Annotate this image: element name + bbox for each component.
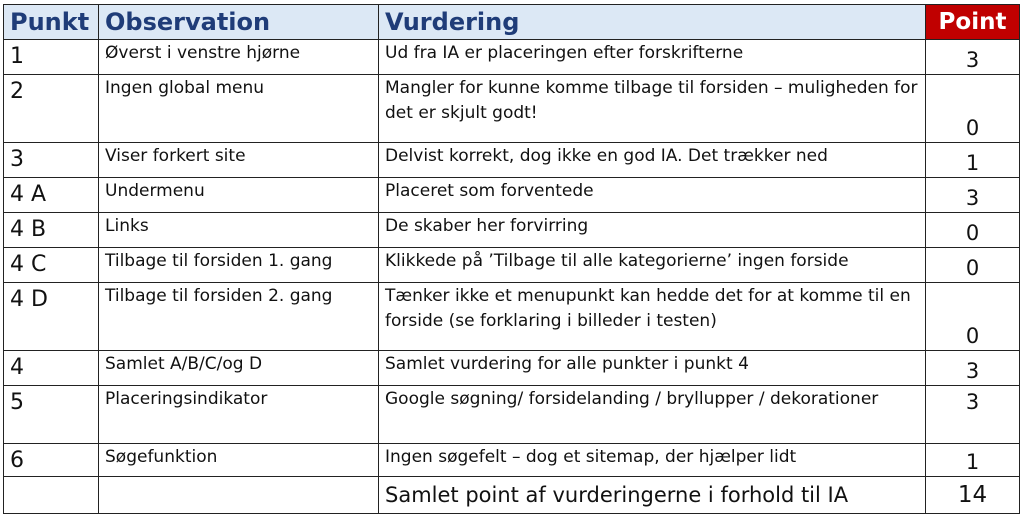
header-observation: Observation (99, 5, 379, 40)
cell-point: 3 (926, 386, 1020, 444)
cell-vurdering: Ud fra IA er placeringen efter forskrifterne (379, 40, 926, 75)
total-row (4, 477, 1020, 514)
header-row (4, 5, 1020, 40)
cell-point: 1 (926, 444, 1020, 477)
table-row (4, 248, 1020, 283)
cell-observation: Ingen global menu (99, 75, 379, 143)
cell-observation-empty (99, 477, 379, 514)
cell-punkt: 4 A (4, 178, 99, 213)
cell-vurdering: Placeret som forventede (379, 178, 926, 213)
header-punkt: Punkt (4, 5, 99, 40)
cell-point: 1 (926, 143, 1020, 178)
cell-vurdering: Google søgning/ forsidelanding / bryllupper / dekorationer (379, 386, 926, 444)
cell-point: 0 (926, 283, 1020, 351)
header-vurdering: Vurdering (379, 5, 926, 40)
cell-vurdering: Delvist korrekt, dog ikke en god IA. Det trækker ned (379, 143, 926, 178)
cell-punkt: 6 (4, 444, 99, 477)
header-point: Point (926, 5, 1020, 40)
cell-observation: Tilbage til forsiden 1. gang (99, 248, 379, 283)
cell-point: 0 (926, 75, 1020, 143)
table-row (4, 178, 1020, 213)
cell-observation: Undermenu (99, 178, 379, 213)
total-label: Samlet point af vurderingerne i forhold til IA (379, 477, 926, 514)
cell-observation: Øverst i venstre hjørne (99, 40, 379, 75)
cell-observation: Søgefunktion (99, 444, 379, 477)
cell-punkt-empty (4, 477, 99, 514)
cell-observation: Placeringsindikator (99, 386, 379, 444)
cell-punkt: 4 C (4, 248, 99, 283)
cell-punkt: 4 (4, 351, 99, 386)
cell-observation: Links (99, 213, 379, 248)
table-row (4, 40, 1020, 75)
cell-vurdering: Klikkede på ’Tilbage til alle kategorierne’ ingen forside (379, 248, 926, 283)
cell-point: 3 (926, 351, 1020, 386)
cell-punkt: 1 (4, 40, 99, 75)
table-row (4, 283, 1020, 351)
cell-point: 3 (926, 178, 1020, 213)
table-row (4, 75, 1020, 143)
cell-punkt: 5 (4, 386, 99, 444)
cell-observation: Samlet A/B/C/og D (99, 351, 379, 386)
table-row (4, 213, 1020, 248)
cell-observation: Viser forkert site (99, 143, 379, 178)
cell-vurdering: De skaber her forvirring (379, 213, 926, 248)
cell-vurdering: Ingen søgefelt – dog et sitemap, der hjælper lidt (379, 444, 926, 477)
table-row (4, 143, 1020, 178)
table-row (4, 444, 1020, 477)
cell-punkt: 3 (4, 143, 99, 178)
cell-vurdering: Mangler for kunne komme tilbage til forsiden – muligheden for det er skjult godt! (379, 75, 926, 143)
cell-point: 0 (926, 248, 1020, 283)
cell-vurdering: Tænker ikke et menupunkt kan hedde det for at komme til en forside (se forklaring i billeder i testen) (379, 283, 926, 351)
cell-vurdering: Samlet vurdering for alle punkter i punkt 4 (379, 351, 926, 386)
evaluation-table (3, 4, 1020, 514)
table-row (4, 351, 1020, 386)
cell-point: 0 (926, 213, 1020, 248)
cell-point: 3 (926, 40, 1020, 75)
total-point: 14 (926, 477, 1020, 514)
cell-punkt: 4 B (4, 213, 99, 248)
cell-observation: Tilbage til forsiden 2. gang (99, 283, 379, 351)
table-row (4, 386, 1020, 444)
cell-punkt: 4 D (4, 283, 99, 351)
cell-punkt: 2 (4, 75, 99, 143)
